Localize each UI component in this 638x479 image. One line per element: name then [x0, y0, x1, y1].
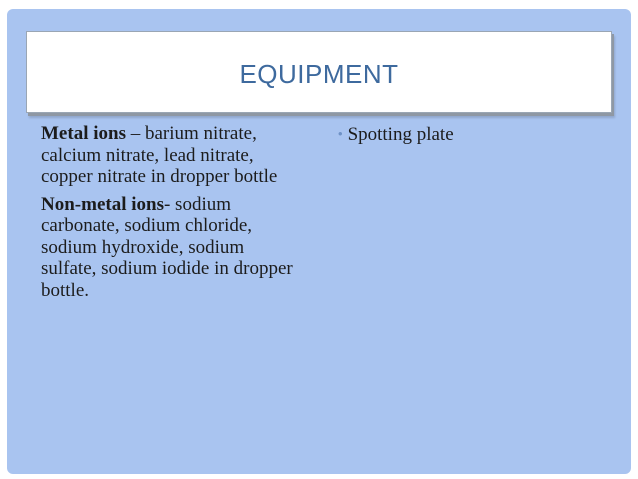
metal-ions-paragraph [41, 123, 301, 188]
non-metal-ions-paragraph [41, 194, 301, 302]
metal-ions-text: – barium nitrate, calcium nitrate, lead nitrate, copper nitrate in dropper bottle [41, 123, 278, 187]
title-box [26, 31, 612, 113]
slide-title: EQUIPMENT [239, 58, 399, 89]
right-column [338, 124, 598, 147]
bullet-text: Spotting plate [347, 124, 454, 145]
bullet-icon: • [338, 126, 343, 141]
bullet-item [338, 124, 598, 147]
left-column [41, 123, 301, 307]
metal-ions-heading: Metal ions [41, 123, 126, 144]
non-metal-ions-text: - sodium carbonate, sodium chloride, sodium hydroxide, sodium sulfate, sodium iodide in dropper bottle. [41, 193, 293, 301]
non-metal-ions-heading: Non-metal ions [41, 193, 164, 215]
slide [7, 9, 631, 474]
